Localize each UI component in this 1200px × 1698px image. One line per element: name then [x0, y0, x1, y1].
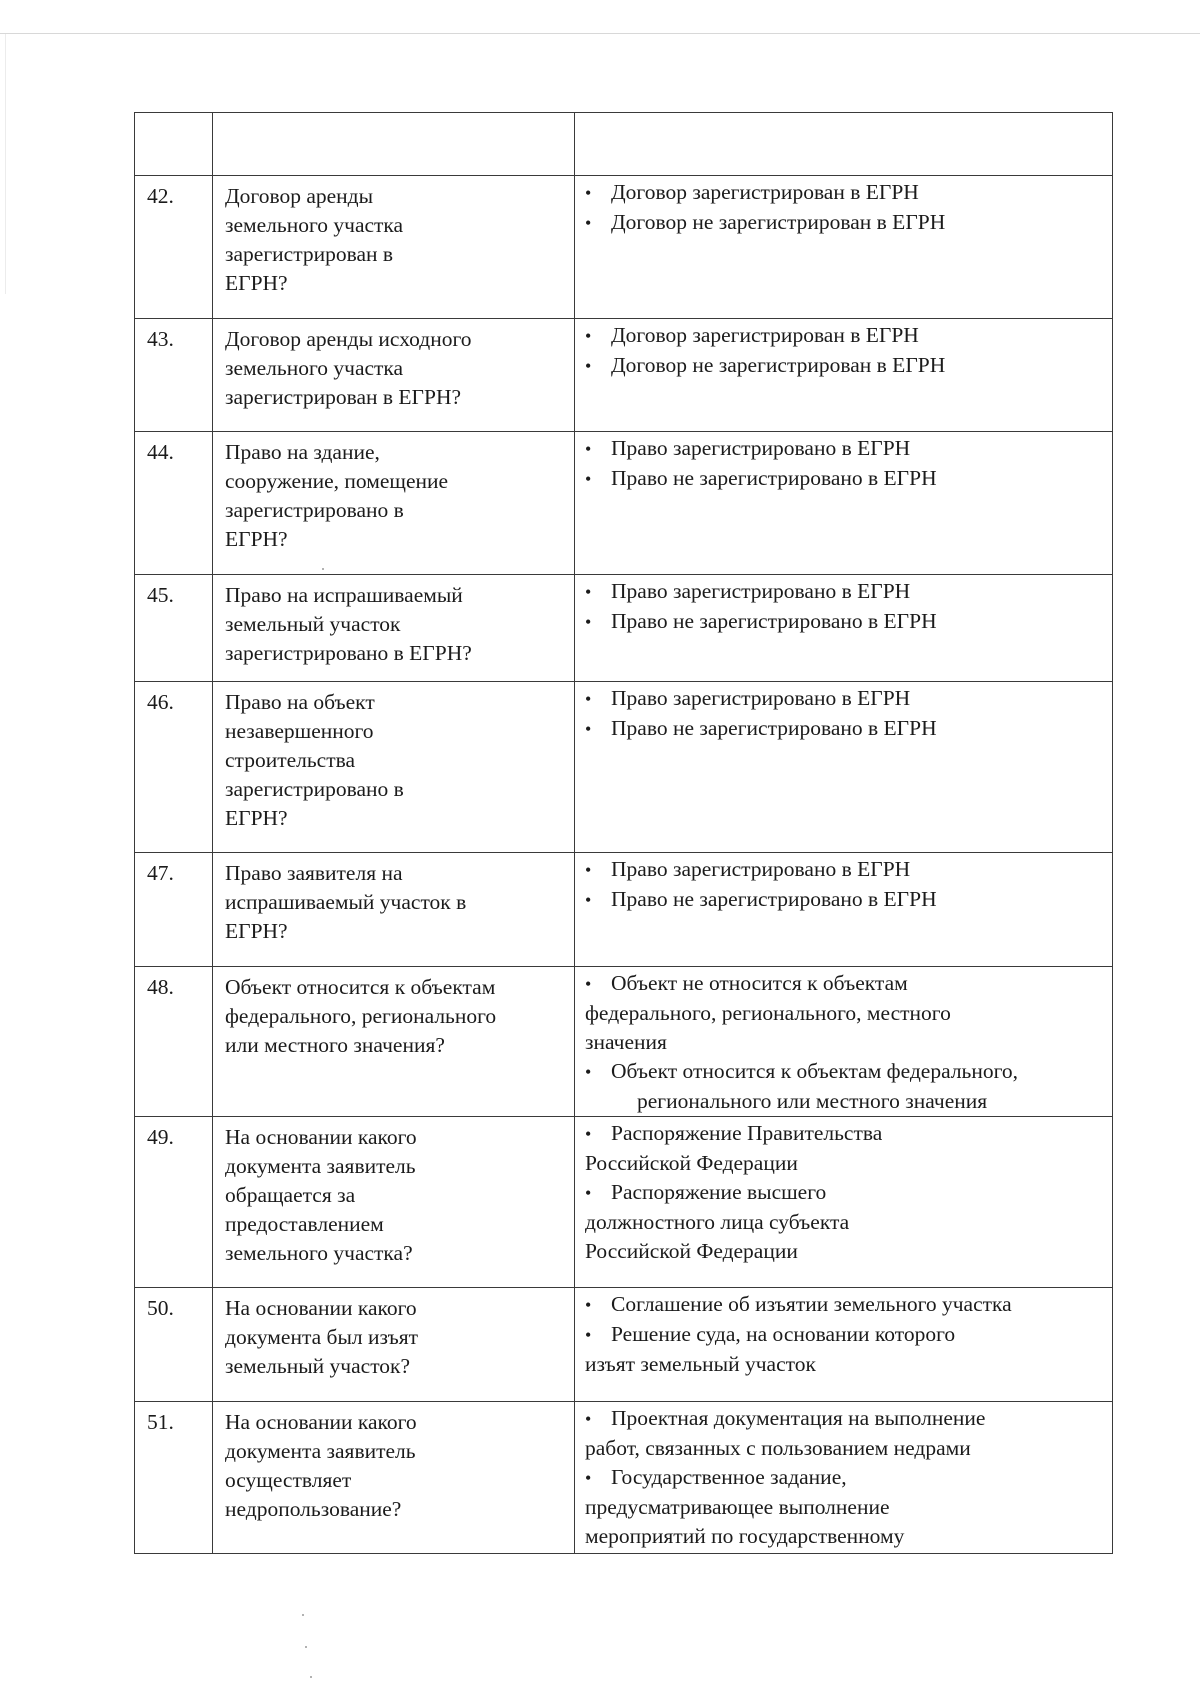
question-text: Право на испрашиваемый земельный участок зарегистрировано в ЕГРН?: [213, 575, 575, 682]
bullet-icon: •: [585, 689, 592, 709]
answer-options: [575, 1288, 1113, 1402]
row-number: 45.: [135, 575, 213, 682]
answer-option: • Право не зарегистрировано в ЕГРН: [585, 464, 1104, 494]
question-text: Договор аренды земельного участка зарегистрирован в ЕГРН?: [213, 176, 575, 319]
answer-option: • Проектная документация на выполнение: [585, 1404, 1104, 1434]
answer-option: • Распоряжение высшего: [585, 1178, 1104, 1208]
answer-option-continuation: изъят земельный участок: [585, 1352, 816, 1376]
question-text: На основании какого документа заявитель осуществляет недропользование?: [213, 1402, 575, 1554]
question-text: Право на здание, сооружение, помещение зарегистрировано в ЕГРН?: [213, 432, 575, 575]
table-row: [135, 682, 1113, 853]
document-table: [134, 112, 1113, 1554]
row-number: 46.: [135, 682, 213, 853]
answer-options: [575, 967, 1113, 1117]
table-row: [135, 1402, 1113, 1554]
answer-option: • Право не зарегистрировано в ЕГРН: [585, 714, 1104, 744]
answer-option-continuation: Российской Федерации: [585, 1151, 798, 1175]
answer-option: • Решение суда, на основании которого: [585, 1320, 1104, 1350]
question-text: Объект относится к объектам федерального, регионального или местного значения?: [213, 967, 575, 1117]
bullet-icon: •: [585, 1124, 592, 1144]
answer-options: [575, 176, 1113, 319]
bullet-icon: •: [585, 183, 592, 203]
bullet-icon: •: [585, 719, 592, 739]
question-text: Договор аренды исходного земельного участка зарегистрирован в ЕГРН?: [213, 319, 575, 432]
row-number: 47.: [135, 853, 213, 967]
question-text: Право заявителя на испрашиваемый участок в ЕГРН?: [213, 853, 575, 967]
table-row: [135, 1117, 1113, 1288]
answer-option: • Право зарегистрировано в ЕГРН: [585, 434, 1104, 464]
answer-option: • Право не зарегистрировано в ЕГРН: [585, 885, 1104, 915]
question-text: Право на объект незавершенного строительства зарегистрировано в ЕГРН?: [213, 682, 575, 853]
answer-option: • Объект не относится к объектам: [585, 969, 1104, 999]
answer-option-continuation: мероприятий по государственному: [585, 1524, 905, 1548]
answer-option: • Распоряжение Правительства: [585, 1119, 1104, 1149]
scan-speck: [305, 1646, 307, 1648]
table-row: [135, 432, 1113, 575]
scan-speck: [322, 568, 324, 570]
row-number: 48.: [135, 967, 213, 1117]
table-header-row: [135, 113, 1113, 176]
answer-options: [575, 853, 1113, 967]
scan-edge-line-left: [5, 34, 6, 294]
answer-option: • Договор зарегистрирован в ЕГРН: [585, 178, 1104, 208]
table-row: [135, 319, 1113, 432]
bullet-icon: •: [585, 582, 592, 602]
answer-option: • Право зарегистрировано в ЕГРН: [585, 855, 1104, 885]
answer-option: • Государственное задание,: [585, 1463, 1104, 1493]
row-number: 44.: [135, 432, 213, 575]
bullet-icon: •: [585, 469, 592, 489]
bullet-icon: •: [585, 612, 592, 632]
answer-option: • Право зарегистрировано в ЕГРН: [585, 684, 1104, 714]
answer-options: [575, 1402, 1113, 1554]
answer-option: • Право зарегистрировано в ЕГРН: [585, 577, 1104, 607]
table-row: [135, 1288, 1113, 1402]
table-row: [135, 967, 1113, 1117]
scan-edge-line: [0, 33, 1200, 34]
row-number: 42.: [135, 176, 213, 319]
answer-option-continuation: регионального или местного значения: [637, 1089, 988, 1113]
question-text: На основании какого документа был изъят земельный участок?: [213, 1288, 575, 1402]
answer-option-continuation: должностного лица субъекта: [585, 1210, 850, 1234]
row-number: 50.: [135, 1288, 213, 1402]
header-cell-question: [213, 113, 575, 176]
bullet-icon: •: [585, 1325, 592, 1345]
answer-options: [575, 1117, 1113, 1288]
bullet-icon: •: [585, 356, 592, 376]
answer-option: • Объект относится к объектам федерального,: [585, 1057, 1104, 1087]
row-number: 51.: [135, 1402, 213, 1554]
bullet-icon: •: [585, 1409, 592, 1429]
table-row: [135, 853, 1113, 967]
table-body: [135, 113, 1113, 1554]
bullet-icon: •: [585, 1468, 592, 1488]
bullet-icon: •: [585, 213, 592, 233]
bullet-icon: •: [585, 1183, 592, 1203]
bullet-icon: •: [585, 439, 592, 459]
header-cell-answers: [575, 113, 1113, 176]
row-number: 49.: [135, 1117, 213, 1288]
answer-option-continuation: значения: [585, 1030, 667, 1054]
answer-option: • Договор не зарегистрирован в ЕГРН: [585, 351, 1104, 381]
bullet-icon: •: [585, 860, 592, 880]
answer-option-continuation: федерального, регионального, местного: [585, 1001, 951, 1025]
scan-speck: [310, 1676, 312, 1678]
answer-options: [575, 432, 1113, 575]
answer-options: [575, 319, 1113, 432]
header-cell-number: [135, 113, 213, 176]
bullet-icon: •: [585, 890, 592, 910]
answer-option-continuation: Российской Федерации: [585, 1239, 798, 1263]
table-row: [135, 176, 1113, 319]
bullet-icon: •: [585, 1295, 592, 1315]
bullet-icon: •: [585, 1062, 592, 1082]
table-row: [135, 575, 1113, 682]
answer-option: • Соглашение об изъятии земельного участка: [585, 1290, 1104, 1320]
answer-option-continuation: предусматривающее выполнение: [585, 1495, 890, 1519]
answer-option: • Договор зарегистрирован в ЕГРН: [585, 321, 1104, 351]
answer-option: • Право не зарегистрировано в ЕГРН: [585, 607, 1104, 637]
question-text: На основании какого документа заявитель обращается за предоставлением земельного участка?: [213, 1117, 575, 1288]
answer-option: • Договор не зарегистрирован в ЕГРН: [585, 208, 1104, 238]
bullet-icon: •: [585, 326, 592, 346]
row-number: 43.: [135, 319, 213, 432]
answer-options: [575, 682, 1113, 853]
answer-options: [575, 575, 1113, 682]
bullet-icon: •: [585, 974, 592, 994]
answer-option-continuation: работ, связанных с пользованием недрами: [585, 1436, 971, 1460]
scan-speck: [302, 1614, 304, 1616]
